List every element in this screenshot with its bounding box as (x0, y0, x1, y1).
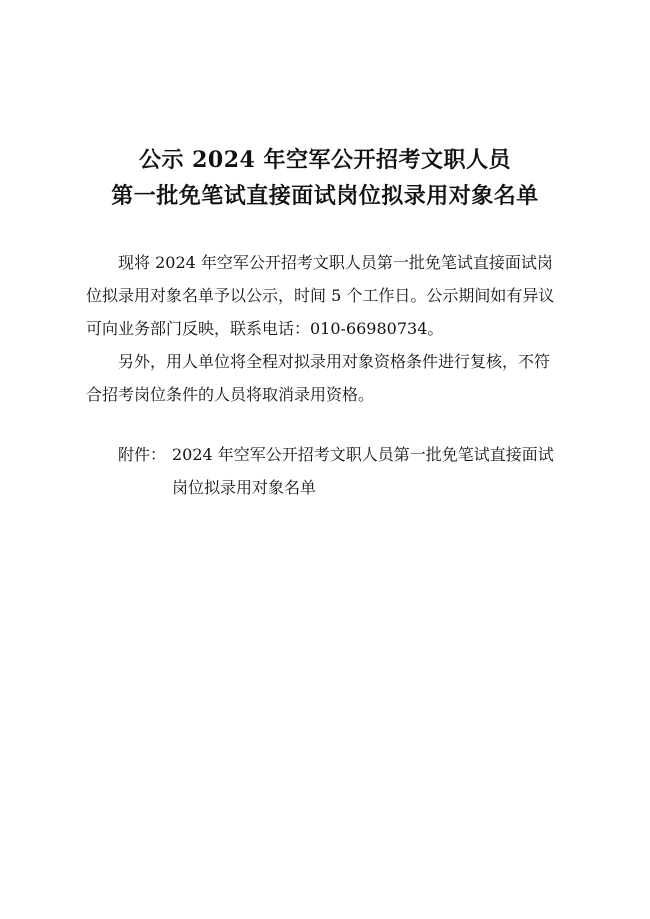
attachment-title-line-1: 2024 年空军公开招考文职人员第一批免笔试直接面试 (172, 445, 554, 464)
document-title-line-2: 第一批免笔试直接面试岗位拟录用对象名单 (111, 183, 539, 209)
document-title-line-1: 公示 2024 年空军公开招考文职人员 (138, 147, 512, 173)
paragraph-1-line-2: 位拟录用对象名单予以公示，时间 5 个工作日。公示期间如有异议 (86, 286, 555, 305)
attachment-title-line-2: 岗位拟录用对象名单 (172, 478, 317, 497)
paragraph-2-line-1: 另外，用人单位将全程对拟录用对象资格条件进行复核，不符 (118, 352, 551, 371)
paragraph-1-line-1: 现将 2024 年空军公开招考文职人员第一批免笔试直接面试岗 (118, 253, 553, 272)
paragraph-2-line-2: 合招考岗位条件的人员将取消录用资格。 (86, 385, 375, 404)
attachment-label: 附件： (118, 445, 167, 464)
paragraph-1-line-3: 可向业务部门反映，联系电话：010-66980734。 (86, 319, 444, 338)
